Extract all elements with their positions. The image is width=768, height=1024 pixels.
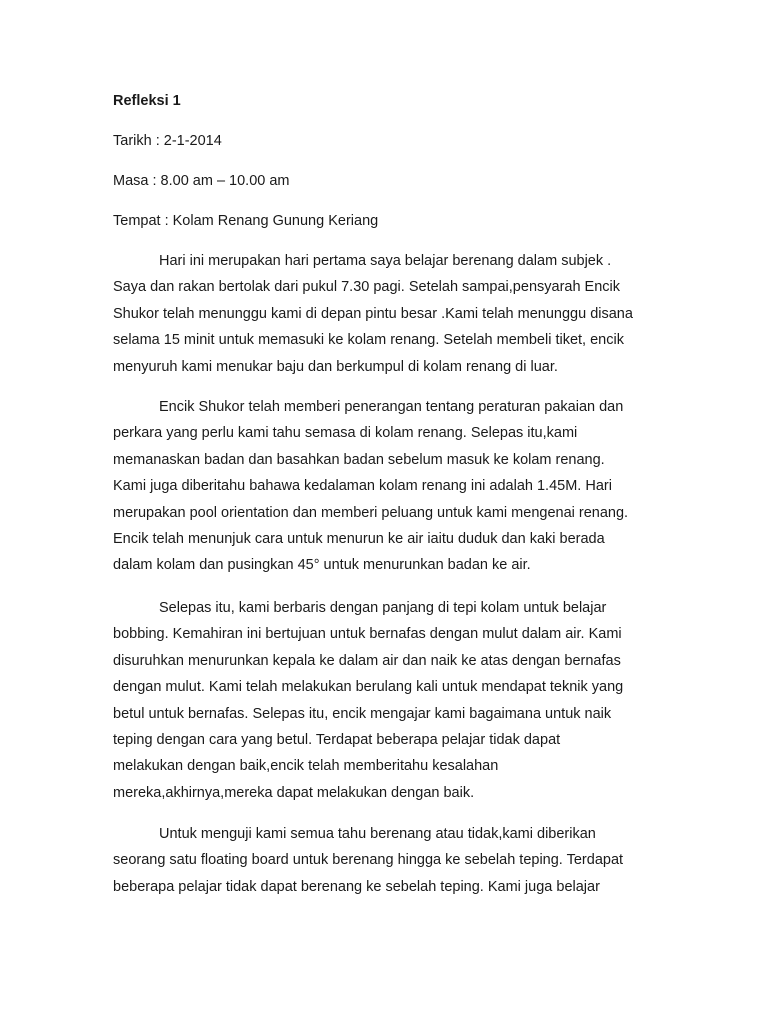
paragraph-line: betul untuk bernafas. Selepas itu, encik mengajar kami bagaimana untuk naik [113,705,612,722]
paragraph-line: menyuruh kami menukar baju dan berkumpul di kolam renang di luar. [113,358,558,375]
paragraph-line: dalam kolam dan pusingkan 45° untuk menurunkan badan ke air. [113,557,531,574]
paragraph-line: dengan mulut. Kami telah melakukan berulang kali untuk mendapat teknik yang [113,679,624,696]
paragraph-line: Shukor telah menunggu kami di depan pintu besar .Kami telah menunggu disana [113,305,633,322]
date-line: Tarikh : 2-1-2014 [113,133,222,149]
time-line: Masa : 8.00 am – 10.00 am [113,173,290,189]
paragraph-line: bobbing. Kemahiran ini bertujuan untuk bernafas dengan mulut dalam air. Kami [113,626,622,643]
paragraph-line: Untuk menguji kami semua tahu berenang atau tidak,kami diberikan [159,826,596,842]
paragraph-line: mereka,akhirnya,mereka dapat melakukan dengan baik. [113,784,475,801]
paragraph-3 [113,595,658,806]
paragraph-line: Encik telah menunjuk cara untuk menurun ke air iaitu duduk dan kaki berada [113,530,605,547]
paragraph-line: memanaskan badan dan basahkan badan sebelum masuk ke kolam renang. [113,451,605,468]
paragraph-line: seorang satu floating board untuk berenang hingga ke sebelah teping. Terdapat [113,852,624,869]
paragraph-2 [113,394,658,579]
paragraph-line: Encik Shukor telah memberi penerangan tentang peraturan pakaian dan [159,399,624,415]
paragraph-line: beberapa pelajar tidak dapat berenang ke sebelah teping. Kami juga belajar [113,878,600,895]
paragraph-1 [113,248,658,380]
paragraph-line: Saya dan rakan bertolak dari pukul 7.30 pagi. Setelah sampai,pensyarah Encik [113,279,621,296]
paragraph-line: disuruhkan menurunkan kepala ke dalam air dan naik ke atas dengan bernafas [113,652,621,669]
place-line: Tempat : Kolam Renang Gunung Keriang [113,213,379,229]
paragraph-line: teping dengan cara yang betul. Terdapat beberapa pelajar tidak dapat [113,731,561,748]
paragraph-line: Hari ini merupakan hari pertama saya belajar berenang dalam subjek . [159,253,612,269]
paragraph-line: Kami juga diberitahu bahawa kedalaman kolam renang ini adalah 1.45M. Hari [113,478,612,495]
paragraph-line: perkara yang perlu kami tahu semasa di kolam renang. Selepas itu,kami [113,425,578,442]
paragraph-line: Selepas itu, kami berbaris dengan panjang di tepi kolam untuk belajar [159,600,607,616]
paragraph-line: melakukan dengan baik,encik telah memberitahu kesalahan [113,758,499,775]
document-title: Refleksi 1 [113,93,181,109]
paragraph-4 [113,821,658,900]
paragraph-line: selama 15 minit untuk memasuki ke kolam renang. Setelah membeli tiket, encik [113,332,624,349]
paragraph-line: merupakan pool orientation dan memberi peluang untuk kami mengenai renang. [113,504,629,521]
